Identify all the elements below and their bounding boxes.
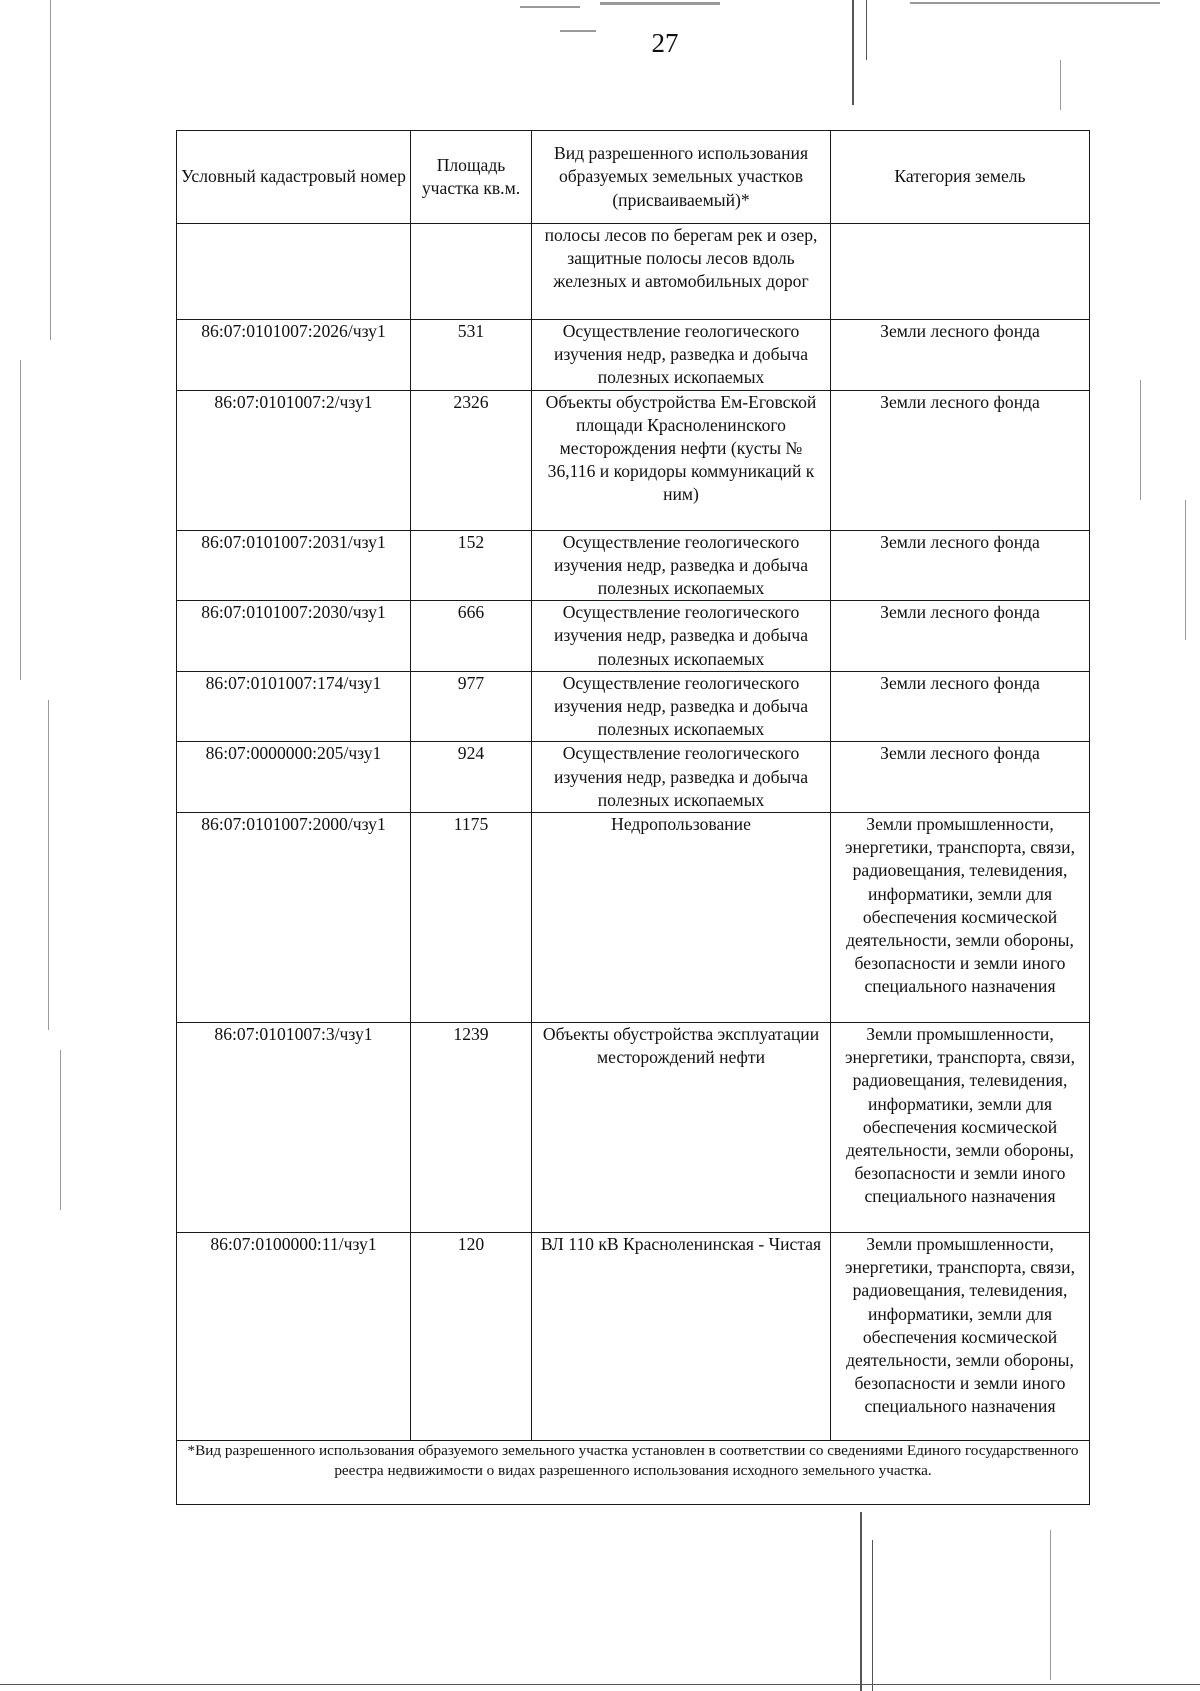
use-type-cell: Осуществление геологического изучения недр, разведка и добыча полезных ископаемых [532,530,831,601]
land-category-cell: Земли лесного фонда [831,320,1090,391]
scan-noise [910,2,1160,4]
land-category-cell: Земли лесного фонда [831,671,1090,742]
area-cell: 531 [411,320,532,391]
scan-noise [1140,380,1141,500]
scan-edge-line [860,1512,862,1691]
area-cell: 977 [411,671,532,742]
header-use-type: Вид разрешенного использования образуемых земельных участков (присваиваемый)* [532,131,831,224]
area-cell: 924 [411,742,532,813]
cadastral-number-cell: 86:07:0101007:2030/чзу1 [177,601,411,672]
cadastral-number-cell: 86:07:0101007:2000/чзу1 [177,813,411,1023]
scan-noise [600,2,720,5]
area-cell [411,224,532,320]
land-category-cell: Земли промышленности, энергетики, транспорта, связи, радиовещания, телевидения, информатики, земли для обеспечения космической деятельности, земли обороны, безопасности и земли иного специального назначения [831,813,1090,1023]
scan-edge-line [872,1540,873,1691]
cadastral-number-cell: 86:07:0100000:11/чзу1 [177,1233,411,1441]
scan-noise [1060,60,1061,110]
cadastral-number-cell: 86:07:0101007:3/чзу1 [177,1023,411,1233]
use-type-cell: Объекты обустройства эксплуатации месторождений нефти [532,1023,831,1233]
land-plots-table [176,130,1090,1505]
use-type-cell: Осуществление геологического изучения недр, разведка и добыча полезных ископаемых [532,601,831,672]
use-type-cell: Осуществление геологического изучения недр, разведка и добыча полезных ископаемых [532,671,831,742]
land-category-cell: Земли промышленности, энергетики, транспорта, связи, радиовещания, телевидения, информатики, земли для обеспечения космической деятельности, земли обороны, безопасности и земли иного специального назначения [831,1233,1090,1441]
table-row [177,742,1090,813]
scan-noise [520,6,580,8]
table-row [177,671,1090,742]
land-category-cell: Земли лесного фонда [831,390,1090,530]
scan-noise [48,700,49,1030]
cadastral-number-cell: 86:07:0101007:2031/чзу1 [177,530,411,601]
cadastral-number-cell: 86:07:0101007:2026/чзу1 [177,320,411,391]
header-area: Площадь участка кв.м. [411,131,532,224]
area-cell: 1175 [411,813,532,1023]
area-cell: 1239 [411,1023,532,1233]
land-category-cell: Земли лесного фонда [831,530,1090,601]
land-category-cell: Земли лесного фонда [831,601,1090,672]
area-cell: 666 [411,601,532,672]
cadastral-number-cell: 86:07:0000000:205/чзу1 [177,742,411,813]
use-type-cell: Осуществление геологического изучения недр, разведка и добыча полезных ископаемых [532,320,831,391]
table-row [177,390,1090,530]
page-number: 27 [651,28,679,58]
area-cell: 2326 [411,390,532,530]
table-header-row [177,131,1090,224]
table-row [177,1233,1090,1441]
footnote-row [177,1441,1090,1505]
scan-noise [1185,500,1186,640]
land-category-cell: Земли лесного фонда [831,742,1090,813]
use-type-cell: ВЛ 110 кВ Красноленинская - Чистая [532,1233,831,1441]
land-category-cell: Земли промышленности, энергетики, транспорта, связи, радиовещания, телевидения, информатики, земли для обеспечения космической деятельности, земли обороны, безопасности и земли иного специального назначения [831,1023,1090,1233]
cadastral-number-cell: 86:07:0101007:2/чзу1 [177,390,411,530]
header-cadastral-number: Условный кадастровый номер [177,131,411,224]
table-row [177,224,1090,320]
use-type-cell: полосы лесов по берегам рек и озер, защитные полосы лесов вдоль железных и автомобильных дорог [532,224,831,320]
scan-edge-line [0,1684,1200,1685]
use-type-cell: Недропользование [532,813,831,1023]
scan-noise [1050,1530,1051,1680]
table-row [177,1023,1090,1233]
cadastral-number-cell [177,224,411,320]
table-row [177,320,1090,391]
table-row [177,530,1090,601]
scan-noise [60,1050,61,1210]
land-category-cell [831,224,1090,320]
scan-noise [20,360,21,680]
cadastral-number-cell: 86:07:0101007:174/чзу1 [177,671,411,742]
footnote: *Вид разрешенного использования образуемого земельного участка установлен в соответствии со сведениями Единого государственного реестра недвижимости о видах разрешенного использования исходного земельного участка. [177,1441,1090,1505]
table-row [177,813,1090,1023]
area-cell: 120 [411,1233,532,1441]
table-row [177,601,1090,672]
use-type-cell: Осуществление геологического изучения недр, разведка и добыча полезных ископаемых [532,742,831,813]
use-type-cell: Объекты обустройства Ем-Еговской площади Красноленинского месторождения нефти (кусты № 36,116 и коридоры коммуникаций к ним) [532,390,831,530]
header-land-category: Категория земель [831,131,1090,224]
area-cell: 152 [411,530,532,601]
